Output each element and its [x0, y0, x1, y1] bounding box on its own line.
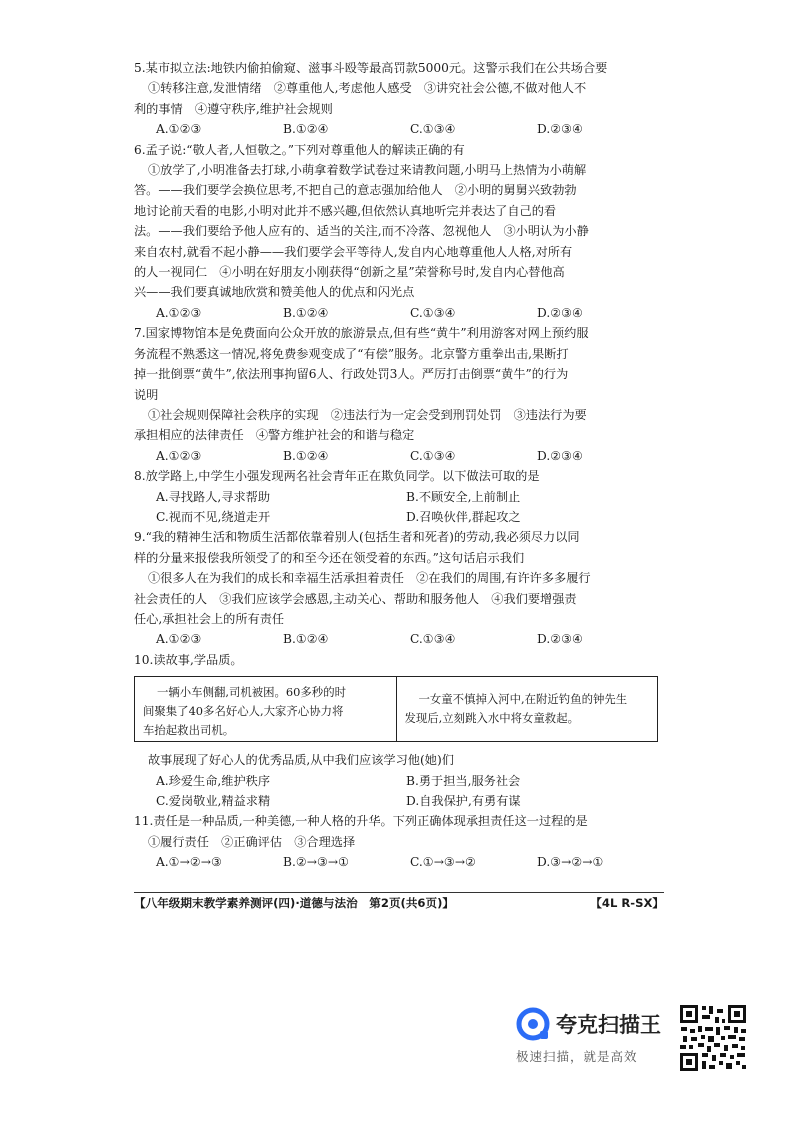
q10-story-left-line-1: 一辆小车侧翻,司机被困。60多秒的时	[157, 685, 346, 700]
q6-line-7: 的人一视同仁 ④小明在好朋友小刚获得“创新之星”荣誉称号时,发自内心替他高	[134, 265, 565, 280]
q9-line-1: 9.“我的精神生活和物质生活都依靠着别人(包括生者和死者)的劳动,我必须尽力以同	[134, 530, 580, 545]
q5-line-3: 利的事情 ④遵守秩序,维护社会规则	[134, 101, 333, 116]
footer-right: 【4L R-SX】	[590, 896, 664, 910]
q10-story-right-line-1: 一女童不慎掉入河中,在附近钓鱼的钟先生	[418, 692, 628, 707]
q6-option-b: B.①②④	[283, 305, 329, 320]
q10-option-d: D.自我保护,有勇有谋	[406, 794, 521, 808]
page-footer	[134, 895, 664, 911]
q7-line-3: 掉一批倒票“黄牛”,依法刑事拘留6人、行政处罚3人。严厉打击倒票“黄牛”的行为	[134, 367, 569, 382]
q9-line-3: ①很多人在为我们的成长和幸福生活承担着责任 ②在我们的周围,有许许多多履行	[148, 571, 591, 586]
q8-option-c: C.视而不见,绕道走开	[156, 509, 271, 524]
q9-option-a: A.①②③	[156, 632, 202, 647]
q10-options	[134, 771, 664, 812]
q6-line-1: 6.孟子说:“敬人者,人恒敬之。”下列对尊重他人的解读正确的有	[134, 142, 465, 157]
q7-line-2: 务流程不熟悉这一情况,将免费参观变成了“有偿”服务。北京警方重拳出击,果断打	[134, 346, 569, 361]
q9-line-5: 任心,承担社会上的所有责任	[134, 611, 285, 626]
q7-option-a: A.①②③	[156, 448, 202, 463]
q10-story-left	[135, 677, 396, 741]
q7-line-6: 承担相应的法律责任 ④警方维护社会的和谐与稳定	[134, 428, 415, 443]
question-list	[134, 58, 664, 873]
q6-line-2: ①放学了,小明准备去打球,小萌拿着数学试卷过来请教问题,小明马上热情为小萌解	[148, 163, 587, 178]
q11-line-2: ①履行责任 ②正确评估 ③合理选择	[148, 834, 356, 849]
q7-option-b: B.①②④	[283, 448, 329, 463]
scanner-app-name: 夸克扫描王	[556, 1013, 661, 1037]
q6-option-a: A.①②③	[156, 305, 202, 320]
question-10	[134, 650, 664, 812]
q7-line-5: ①社会规则保障社会秩序的实现 ②违法行为一定会受到刑罚处罚 ③违法行为要	[148, 407, 587, 422]
q6-option-d: D.②③④	[537, 305, 583, 320]
question-5	[134, 58, 664, 140]
q11-option-a: A.①→②→③	[156, 855, 222, 870]
q8-option-b: B.不顾安全,上前制止	[406, 489, 521, 504]
q10-question: 故事展现了好心人的优秀品质,从中我们应该学习他(她)们	[148, 753, 454, 768]
footer-divider	[134, 892, 664, 893]
q6-line-4: 地讨论前天看的电影,小明对此并不感兴趣,但依然认真地听完并表达了自己的看	[134, 203, 557, 218]
q7-option-d: D.②③④	[537, 448, 583, 463]
q10-story-right-line-2: 发现后,立刻跳入水中将女童救起。	[404, 711, 579, 726]
q5-option-d: D.②③④	[537, 122, 583, 137]
q11-option-d: D.③→②→①	[537, 855, 604, 870]
footer-left: 【八年级期末教学素养测评(四)·道德与法治 第2页(共6页)】	[134, 896, 454, 910]
question-9	[134, 527, 664, 649]
q5-options	[134, 119, 664, 139]
q11-line-1: 11.责任是一种品质,一种美德,一种人格的升华。下列正确体现承担责任这一过程的是	[134, 814, 588, 829]
q10-option-b: B.勇于担当,服务社会	[406, 773, 521, 788]
question-8	[134, 466, 664, 527]
q11-options	[134, 852, 664, 872]
q9-line-4: 社会责任的人 ③我们应该学会感恩,主动关心、帮助和服务他人 ④我们要增强责	[134, 591, 577, 606]
q6-line-3: 答。——我们要学会换位思考,不把自己的意志强加给他人 ②小明的舅舅兴致勃勃	[134, 183, 577, 198]
q8-option-d: D.召唤伙伴,群起攻之	[406, 509, 521, 524]
q11-option-b: B.②→③→①	[283, 855, 350, 870]
q6-line-5: 法。——我们要给予他人应有的、适当的关注,而不冷落、忽视他人 ③小明认为小静	[134, 224, 589, 239]
q10-option-c: C.爱岗敬业,精益求精	[156, 794, 271, 808]
question-6	[134, 140, 664, 324]
q9-option-c: C.①③④	[410, 632, 456, 647]
q9-options	[134, 629, 664, 649]
q9-option-b: B.①②④	[283, 632, 329, 647]
q8-line-1: 8.放学路上,中学生小强发现两名社会青年正在欺负同学。以下做法可取的是	[134, 469, 540, 484]
q7-options	[134, 446, 664, 466]
q10-option-a: A.珍爱生命,维护秩序	[156, 773, 271, 788]
q9-option-d: D.②③④	[537, 632, 583, 647]
q10-title: 10.读故事,学品质。	[134, 652, 243, 667]
scanner-slogan: 极速扫描，就是高效	[516, 1049, 638, 1064]
q10-story-left-line-2: 间聚集了40多名好心人,大家齐心协力将	[143, 704, 344, 719]
scanner-watermark	[516, 1005, 666, 1071]
q7-line-4: 说明	[134, 387, 159, 402]
q10-story-left-line-3: 车抬起救出司机。	[143, 723, 235, 738]
q7-line-1: 7.国家博物馆本是免费面向公众开放的旅游景点,但有些“黄牛”利用游客对网上预约服	[134, 326, 589, 341]
question-7	[134, 323, 664, 466]
q6-line-8: 兴——我们要真诚地欣赏和赞美他人的优点和闪光点	[134, 285, 415, 300]
q6-options	[134, 303, 664, 323]
question-11	[134, 811, 664, 872]
q5-option-a: A.①②③	[156, 122, 202, 137]
q6-option-c: C.①③④	[410, 305, 456, 320]
q5-option-b: B.①②④	[283, 122, 329, 137]
q8-options	[134, 487, 664, 528]
q8-option-a: A.寻找路人,寻求帮助	[156, 489, 271, 504]
q5-line-1: 5.某市拟立法:地铁内偷拍偷窥、滋事斗殴等最高罚款5000元。这警示我们在公共场合要	[134, 61, 608, 75]
q10-story-table	[134, 676, 658, 742]
q5-line-2: ①转移注意,发泄情绪 ②尊重他人,考虑他人感受 ③讲究社会公德,不做对他人不	[148, 81, 587, 96]
qr-code-icon	[678, 1003, 748, 1073]
q10-story-right	[396, 677, 658, 741]
q9-line-2: 样的分量来报偿我所领受了的和至今还在领受着的东西。”这句话启示我们	[134, 550, 525, 565]
q6-line-6: 来自农村,就看不起小静——我们要学会平等待人,发自内心地尊重他人人格,对所有	[134, 244, 573, 259]
scanner-logo-icon	[516, 1007, 550, 1041]
q5-option-c: C.①③④	[410, 122, 456, 137]
q7-option-c: C.①③④	[410, 448, 456, 463]
q11-option-c: C.①→③→②	[410, 855, 476, 870]
